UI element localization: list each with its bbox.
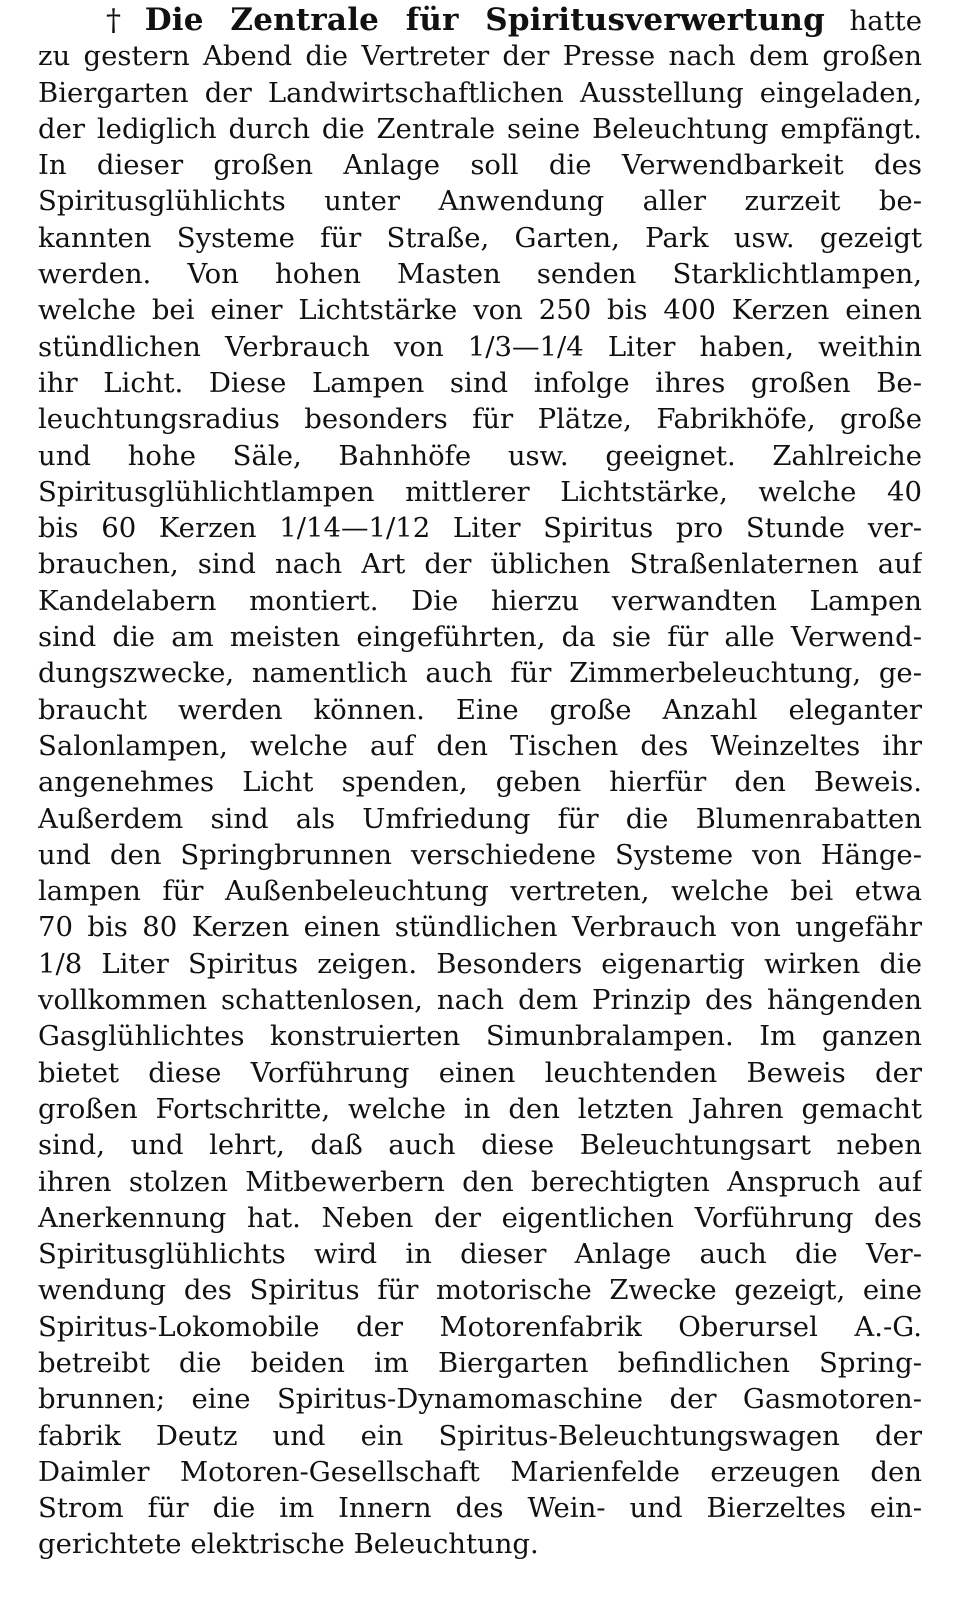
text-line: Kandelabern montiert. Die hierzu verwandten Lampen (38, 584, 922, 617)
text-line: hatte (849, 5, 922, 37)
text-line: ihren stolzen Mitbewerbern den berechtigten Anspruch auf (38, 1165, 922, 1198)
text-line: ihr Licht. Diese Lampen sind infolge ihres großen Be- (38, 366, 922, 399)
text-line: stündlichen Verbrauch von 1/3—1/4 Liter haben, weithin (38, 330, 922, 363)
text-line: vollkommen schattenlosen, nach dem Prinzip des hängenden (38, 984, 922, 1017)
text-line: Außerdem sind als Umfriedung für die Blumenrabatten (38, 802, 922, 835)
text-line: großen Fortschritte, welche in den letzten Jahren gemacht (38, 1092, 922, 1125)
text-line: bis 60 Kerzen 1/14—1/12 Liter Spiritus pro Stunde ver- (38, 512, 922, 545)
text-line: sind die am meisten eingeführten, da sie für alle Verwend- (38, 621, 922, 654)
text-line: werden. Von hohen Masten senden Starklichtlampen, (38, 258, 922, 291)
text-line: Anerkennung hat. Neben der eigentlichen Vorführung des (38, 1201, 922, 1234)
text-line: kannten Systeme für Straße, Garten, Park usw. gezeigt (38, 221, 922, 254)
text-line: Salonlampen, welche auf den Tischen des Weinzeltes ihr (38, 729, 922, 762)
article-body (38, 38, 922, 1562)
text-line: fabrik Deutz und ein Spiritus-Beleuchtungswagen der (38, 1419, 922, 1452)
text-line: brunnen; eine Spiritus-Dynamomaschine der Gasmotoren- (38, 1383, 922, 1416)
text-line: sind, und lehrt, daß auch diese Beleuchtungsart neben (38, 1129, 922, 1162)
text-line: Spiritusglühlichts wird in dieser Anlage auch die Ver- (38, 1238, 922, 1271)
text-line: und hohe Säle, Bahnhöfe usw. geeignet. Zahlreiche (38, 439, 922, 472)
dagger-mark: † (106, 3, 137, 38)
text-line: welche bei einer Lichtstärke von 250 bis 400 Kerzen einen (38, 294, 922, 327)
text-line: Spiritusglühlichts unter Anwendung aller zurzeit be- (38, 185, 922, 218)
text-line: brauchen, sind nach Art der üblichen Straßenlaternen auf (38, 548, 922, 581)
text-line: braucht werden können. Eine große Anzahl eleganter (38, 693, 922, 726)
text-line: 70 bis 80 Kerzen einen stündlichen Verbrauch von ungefähr (38, 911, 922, 944)
text-line: bietet diese Vorführung einen leuchtenden Beweis der (38, 1056, 922, 1089)
article-headline-line (38, 2, 922, 38)
article-headline: Die Zentrale für Spiritusverwertung (144, 2, 826, 38)
article-zentrale-spiritusverwertung (38, 2, 922, 1563)
text-line: angenehmes Licht spenden, geben hierfür den Beweis. (38, 766, 922, 799)
text-line: leuchtungsradius besonders für Plätze, Fabrikhöfe, große (38, 403, 922, 436)
text-line: Daimler Motoren-Gesellschaft Marienfelde erzeugen den (38, 1455, 922, 1488)
text-line: und den Springbrunnen verschiedene Systeme von Hänge- (38, 838, 922, 871)
text-line: In dieser großen Anlage soll die Verwendbarkeit des (38, 149, 922, 182)
text-line: dungszwecke, namentlich auch für Zimmerbeleuchtung, ge- (38, 657, 922, 690)
text-line: Spiritus-Lokomobile der Motorenfabrik Oberursel A.-G. (38, 1310, 922, 1343)
text-line: zu gestern Abend die Vertreter der Presse nach dem großen (38, 40, 922, 73)
text-line: betreibt die beiden im Biergarten befindlichen Spring- (38, 1346, 922, 1379)
text-line: 1/8 Liter Spiritus zeigen. Besonders eigenartig wirken die (38, 947, 922, 980)
text-line: Strom für die im Innern des Wein- und Bierzeltes ein- (38, 1492, 922, 1525)
text-line: wendung des Spiritus für motorische Zwecke gezeigt, eine (38, 1274, 922, 1307)
text-line: Biergarten der Landwirtschaftlichen Ausstellung eingeladen, (38, 76, 922, 109)
text-line: der lediglich durch die Zentrale seine Beleuchtung empfängt. (38, 112, 922, 145)
text-line: lampen für Außenbeleuchtung vertreten, welche bei etwa (38, 875, 922, 908)
text-line: Spiritusglühlichtlampen mittlerer Lichtstärke, welche 40 (38, 475, 922, 508)
text-line: gerichtete elektrische Beleuchtung. (38, 1528, 539, 1561)
text-line: Gasglühlichtes konstruierten Simunbralampen. Im ganzen (38, 1020, 922, 1053)
